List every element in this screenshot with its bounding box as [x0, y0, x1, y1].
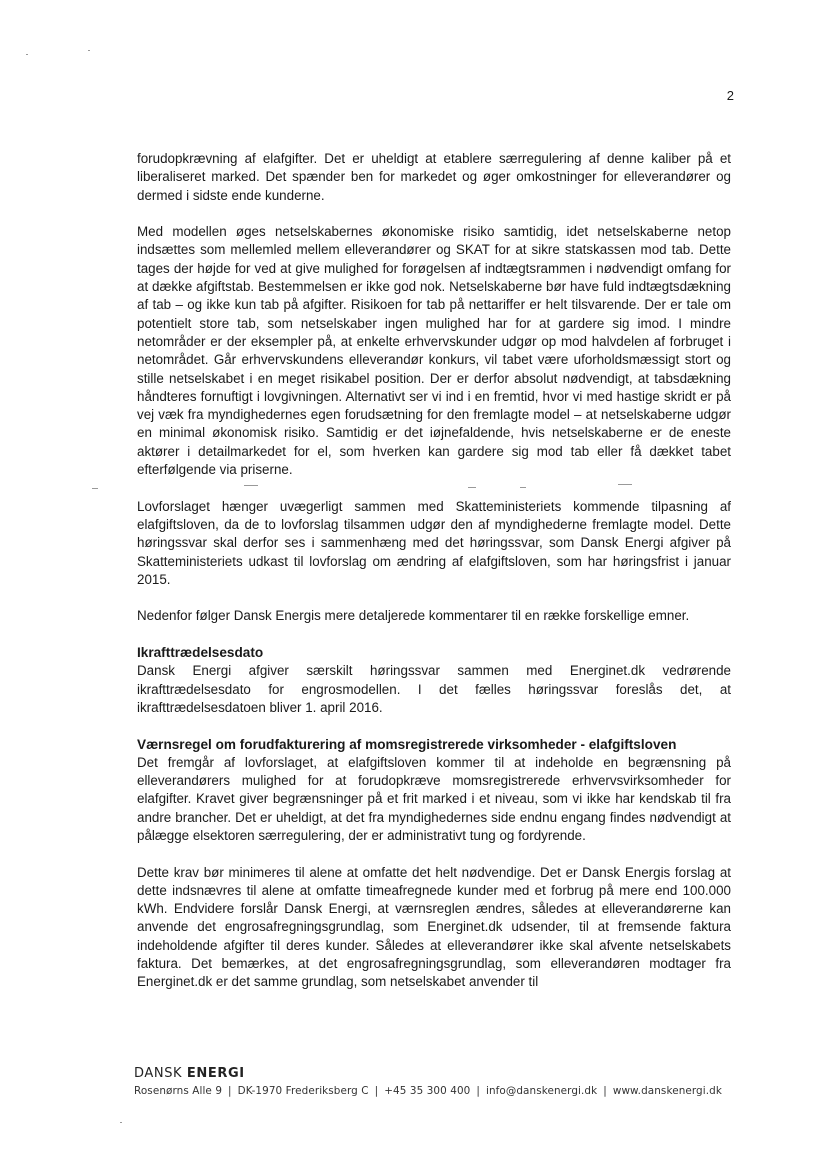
footer-separator: | — [374, 1085, 379, 1097]
company-logo — [134, 1066, 734, 1081]
section-heading: Ikrafttrædelsesdato — [137, 645, 264, 661]
body-paragraph: forudopkrævning af elafgifter. Det er uheldigt at etablere særregulering af denne kaliber på et liberaliseret marked. Det spænder ben for markedet og øger omkostninger for elleverandører og dermed i sidste ende kunderne. — [137, 151, 731, 203]
section-heading: Værnsregel om forudfakturering af momsregistrerede virksomheder - elafgiftsloven — [137, 736, 677, 752]
section-paragraph: Dansk Energi afgiver særskilt høringssvar sammen med Energinet.dk vedrørende ikrafttrædelsesdato for engrosmodellen. I det fælles høringssvar foreslås det, at ikrafttrædelsesdatoen bliver 1. april 2016. — [137, 663, 731, 715]
body-paragraph: Nedenfor følger Dansk Energis mere detaljerede kommentarer til en række forskellige emner. — [137, 608, 690, 624]
section-paragraph: Det fremgår af lovforslaget, at elafgiftsloven kommer til at indeholde en begrænsning på elleverandørers mulighed for at forudopkræve momsregistrerede erhvervsvirksomheder for elafgifter. Kravet giver begrænsninger på et frit marked i et niveau, som vi ikke har kendskab til fra andre brancher. Det er uheldigt, at det fra myndighedernes side endnu engang findes nødvendigt at pålægge elsektoren særregulering, der er administrativt tung og fordyrende. — [137, 754, 731, 843]
scan-speck — [26, 54, 28, 55]
brand-light-text: DANSK — [134, 1066, 183, 1081]
page-number: 2 — [726, 88, 734, 103]
section-paragraph: Dette krav bør minimeres til alene at omfatte det helt nødvendige. Det er Dansk Energis forslag at dette indsnævres til alene at omfatte timeafregnede kunder med et forbrug på mere end 100.000 kWh. Endvidere forslår Dansk Energi, at værnsreglen ændres, således at elleverandørerne kan anvende det engrosafregningsgrundlag, som Energinet.dk udsender, til at fremsende faktura indeholdende afgifter til deres kunder. Således at elleverandører ikke skal afvente netselskabets faktura. Det bemærkes, at det engrosafregningsgrundlag, som elleverandøren modtager fra Energinet.dk er det samme grundlag, som netselskabet anvender til — [137, 864, 731, 990]
footer-email: info@danskenergi.dk — [485, 1085, 598, 1097]
scan-speck — [88, 50, 90, 51]
body-paragraph: Lovforslaget hænger uvægerligt sammen med Skatteministeriets kommende tilpasning af elafgiftsloven, da de to lovforslag tilsammen udgør den af myndighederne fremlagte model. Dette høringssvar skal derfor ses i sammenhæng med det høringssvar, som Dansk Energi afgiver på Skatteministeriets udkast til lovforslag om ændring af elafgiftsloven, som har høringsfrist i januar 2015. — [137, 498, 731, 587]
scan-speck — [120, 1122, 122, 1123]
footer-separator: | — [228, 1085, 232, 1097]
body-paragraph: Med modellen øges netselskabernes økonomiske risiko samtidig, idet netselskaberne netop indsættes som mellemled mellem elleverandører og SKAT for at sikre statskassen mod tab. Dette tages der højde for ved at give mulighed for forøgelsen af indtægtsrammen i nødvendigt omfang for at dække afgiftstab. Bestemmelsen er ikke god nok. Netselskaberne bør have fuld indtægtsdækning af tab – og ikke kun tab på afgifter. Risikoen for tab på nettariffer er helt tilsvarende. Der er tale om potentielt store tab, som netselskaber ingen mulighed har for at gardere sig imod. I mindre netområder er der eksempler på, at enkelte erhvervskunder udgør op mod halvdelen af forbruget i netområdet. Går erhvervskundens elleverandør konkurs, vil tabet være uforholdsmæssigt stort og stille netselskabet i en meget risikabel position. Der er derfor absolut nødvendigt, at tabsdækning håndteres fornuftigt i lovgivningen. Alternativt ser vi ind i en fremtid, hvor vi med hastige skridt er på vej væk fra myndighedernes egen forudsætning for den fremlagte model – at netselskaberne udgør en minimal økonomisk risiko. Samtidig er det iøjnefaldende, hvis netselskaberne er de eneste aktører i detailmarkedet for el, som hverken kan gardere sig mod tab eller få dækket tabet efterfølgende via priserne. — [137, 224, 731, 478]
document-body — [137, 150, 731, 992]
footer-website: www.danskenergi.dk — [612, 1085, 722, 1097]
contact-line — [134, 1085, 734, 1097]
footer-city: DK-1970 Frederiksberg C — [237, 1085, 369, 1097]
footer-separator: | — [476, 1085, 480, 1097]
scan-speck — [92, 488, 98, 489]
footer-address: Rosenørns Alle 9 — [134, 1085, 223, 1097]
footer-phone: +45 35 300 400 — [384, 1085, 471, 1097]
letterhead-footer — [134, 1066, 734, 1097]
brand-bold-text: ENERGI — [186, 1066, 245, 1081]
footer-separator: | — [603, 1085, 607, 1097]
